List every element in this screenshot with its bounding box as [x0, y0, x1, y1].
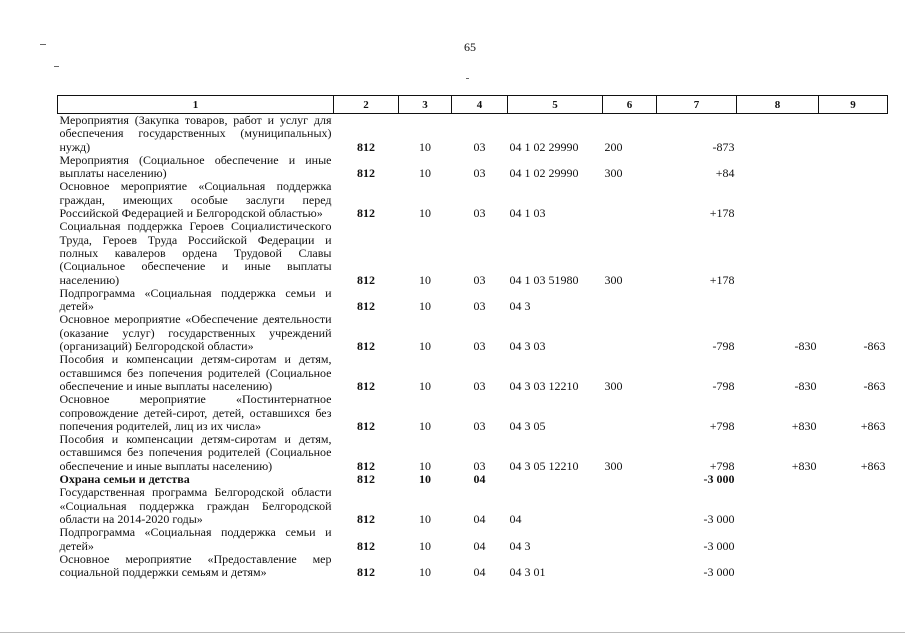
target-article-cell: 04 [509, 511, 522, 526]
section-code-cell: 10 [419, 272, 431, 287]
amount-year2-cell [737, 526, 819, 553]
expense-type-cell [603, 393, 657, 433]
section-code-cell: 10 [419, 378, 431, 393]
page-number: 65 [464, 40, 476, 54]
amount-year3-cell [819, 180, 888, 220]
expense-type-cell [603, 287, 657, 314]
target-article-cell: 04 1 02 29990 [509, 139, 579, 154]
row-name-cell: Основное мероприятие «Обеспечение деятельности (оказание услуг) государственных учреждений (организаций) Белгородской области» [59, 312, 332, 354]
row-name-cell: Государственная программа Белгородской области «Социальная поддержка граждан Белгородской области на 2014-2020 годы» [59, 485, 332, 526]
header-cell: 9 [819, 96, 888, 114]
amount-year2-cell: +830 [791, 418, 817, 433]
expense-type-cell [603, 526, 657, 553]
grbs-code-cell: 812 [357, 378, 375, 393]
amount-year2-cell [737, 180, 819, 220]
scan-speck [0, 632, 905, 633]
row-name-cell: Мероприятия (Закупка товаров, работ и услуг для обеспечения государственных (муниципальных) нужд) [59, 113, 332, 154]
amount-year2-cell: -830 [794, 339, 817, 354]
subsection-code-cell: 03 [473, 339, 486, 354]
section-code-cell: 10 [419, 166, 431, 181]
row-name-cell: Основное мероприятие «Постинтернатное сопровождение детей-сирот, детей, оставшихся без попечения родителей, лиц из их числа» [59, 392, 332, 433]
table-row [58, 180, 888, 220]
section-code-cell: 10 [419, 418, 431, 433]
amount-year1-cell: +798 [709, 418, 735, 433]
amount-year1-cell: +178 [709, 206, 735, 221]
subsection-code-cell: 03 [473, 206, 486, 221]
amount-year1-cell: -3 000 [703, 511, 735, 526]
header-cell: 5 [508, 96, 603, 114]
amount-year1-cell [657, 287, 737, 314]
target-article-cell: 04 1 03 [509, 206, 546, 221]
subsection-code-cell: 03 [473, 458, 486, 473]
section-code-cell: 10 [419, 538, 431, 553]
amount-year3-cell: -863 [863, 378, 886, 393]
table-row [58, 154, 888, 181]
row-name-cell: Основное мероприятие «Предоставление мер социальной поддержки семьям и детям» [59, 551, 332, 580]
row-name-cell: Мероприятия (Социальное обеспечение и иные выплаты населению) [59, 152, 332, 181]
subsection-code-cell: 03 [473, 166, 486, 181]
table-row [58, 313, 888, 353]
subsection-code-cell: 04 [473, 565, 486, 580]
target-article-cell: 04 3 05 [509, 418, 546, 433]
section-code-cell: 10 [419, 206, 431, 221]
table-header-row [58, 96, 888, 114]
row-name-cell: Подпрограмма «Социальная поддержка семьи и детей» [59, 525, 332, 553]
table-row [58, 486, 888, 526]
expense-type-cell: 300 [604, 166, 623, 181]
amount-year1-cell: +178 [709, 272, 735, 287]
amount-year2-cell [737, 154, 819, 181]
amount-year3-cell [819, 526, 888, 553]
grbs-code-cell: 812 [357, 538, 375, 553]
header-cell: 8 [737, 96, 819, 114]
subsection-code-cell: 04 [473, 472, 486, 487]
table-row [58, 114, 888, 154]
table-row [58, 220, 888, 286]
grbs-code-cell: 812 [357, 418, 375, 433]
target-article-cell: 04 3 05 12210 [509, 458, 579, 473]
amount-year3-cell [819, 114, 888, 154]
subsection-code-cell: 03 [473, 139, 486, 154]
row-name-cell: Подпрограмма «Социальная поддержка семьи и детей» [59, 285, 332, 314]
expense-type-cell: 300 [604, 378, 623, 393]
section-code-cell: 10 [419, 565, 431, 580]
section-code-cell: 10 [419, 511, 431, 526]
grbs-code-cell: 812 [357, 339, 375, 354]
section-code-cell: 10 [419, 339, 431, 354]
amount-year1-cell: +798 [709, 458, 735, 473]
table-row [58, 433, 888, 473]
amount-year2-cell [737, 220, 819, 286]
subsection-code-cell: 04 [473, 511, 486, 526]
table-row [58, 287, 888, 314]
amount-year3-cell [819, 553, 888, 580]
expense-type-cell [603, 486, 657, 526]
subsection-code-cell: 03 [473, 418, 486, 433]
grbs-code-cell: 812 [357, 458, 375, 473]
grbs-code-cell: 812 [357, 272, 375, 287]
amount-year2-cell: -830 [794, 378, 817, 393]
table-row [58, 393, 888, 433]
header-cell: 7 [657, 96, 737, 114]
section-code-cell: 10 [419, 299, 431, 314]
table-row [58, 553, 888, 580]
target-article-cell [508, 473, 603, 486]
grbs-code-cell: 812 [357, 565, 375, 580]
row-name-cell: Основное мероприятие «Социальная поддержка граждан, имеющих особые заслуги перед Российской Федерацией и Белгородской областью» [59, 179, 332, 221]
grbs-code-cell: 812 [357, 139, 375, 154]
grbs-code-cell: 812 [357, 206, 375, 221]
row-name-cell: Социальная поддержка Героев Социалистического Труда, Героев Труда Российской Федерации и полных кавалеров ордена Трудовой Славы (Социальное обеспечение и иные выплаты населению) [59, 219, 332, 287]
expense-type-cell [603, 473, 657, 486]
section-code-cell: 10 [419, 139, 431, 154]
header-cell: 6 [603, 96, 657, 114]
budget-table [57, 95, 888, 579]
row-name-cell: Охрана семьи и детства [59, 472, 190, 487]
amount-year3-cell [819, 486, 888, 526]
header-cell: 3 [399, 96, 452, 114]
amount-year2-cell [737, 473, 819, 486]
amount-year3-cell [819, 473, 888, 486]
target-article-cell: 04 3 [509, 299, 531, 314]
grbs-code-cell: 812 [357, 299, 375, 314]
amount-year1-cell: -798 [712, 339, 735, 354]
subsection-code-cell: 04 [473, 538, 486, 553]
grbs-code-cell: 812 [357, 511, 375, 526]
expense-type-cell [603, 180, 657, 220]
amount-year3-cell: +863 [860, 418, 886, 433]
amount-year1-cell: -3 000 [703, 472, 735, 487]
scan-speck [40, 44, 46, 45]
section-code-cell: 10 [419, 472, 431, 487]
table-row [58, 526, 888, 553]
header-cell: 4 [452, 96, 508, 114]
grbs-code-cell: 812 [357, 472, 375, 487]
amount-year2-cell: +830 [791, 458, 817, 473]
header-cell: 1 [58, 96, 334, 114]
target-article-cell: 04 3 01 [509, 565, 546, 580]
amount-year1-cell: -3 000 [703, 565, 735, 580]
target-article-cell: 04 1 02 29990 [509, 166, 579, 181]
amount-year3-cell [819, 287, 888, 314]
amount-year2-cell [737, 114, 819, 154]
subsection-code-cell: 03 [473, 272, 486, 287]
scan-speck [466, 78, 469, 79]
subsection-code-cell: 03 [473, 378, 486, 393]
subsection-code-cell: 03 [473, 299, 486, 314]
header-cell: 2 [334, 96, 399, 114]
amount-year3-cell [819, 154, 888, 181]
grbs-code-cell: 812 [357, 166, 375, 181]
amount-year2-cell [737, 553, 819, 580]
section-code-cell: 10 [419, 458, 431, 473]
amount-year1-cell: +84 [715, 166, 735, 181]
expense-type-cell: 300 [604, 272, 623, 287]
target-article-cell: 04 3 03 [509, 339, 546, 354]
target-article-cell: 04 1 03 51980 [509, 272, 579, 287]
expense-type-cell: 300 [604, 458, 623, 473]
amount-year3-cell: +863 [860, 458, 886, 473]
target-article-cell: 04 3 03 12210 [509, 378, 579, 393]
amount-year3-cell: -863 [863, 339, 886, 354]
amount-year2-cell [737, 486, 819, 526]
table-row [58, 473, 888, 486]
scan-speck [54, 66, 59, 67]
amount-year3-cell [819, 220, 888, 286]
row-name-cell: Пособия и компенсации детям-сиротам и детям, оставшимся без попечения родителей (Социальное обеспечение и иные выплаты населению) [59, 352, 332, 393]
amount-year1-cell: -3 000 [703, 538, 735, 553]
target-article-cell: 04 3 [509, 538, 531, 553]
row-name-cell: Пособия и компенсации детям-сиротам и детям, оставшимся без попечения родителей (Социальное обеспечение и иные выплаты населению) [59, 432, 332, 473]
expense-type-cell [603, 313, 657, 353]
amount-year1-cell: -873 [712, 139, 735, 154]
expense-type-cell: 200 [604, 139, 623, 154]
table-row [58, 353, 888, 393]
amount-year1-cell: -798 [712, 378, 735, 393]
amount-year2-cell [737, 287, 819, 314]
expense-type-cell [603, 553, 657, 580]
